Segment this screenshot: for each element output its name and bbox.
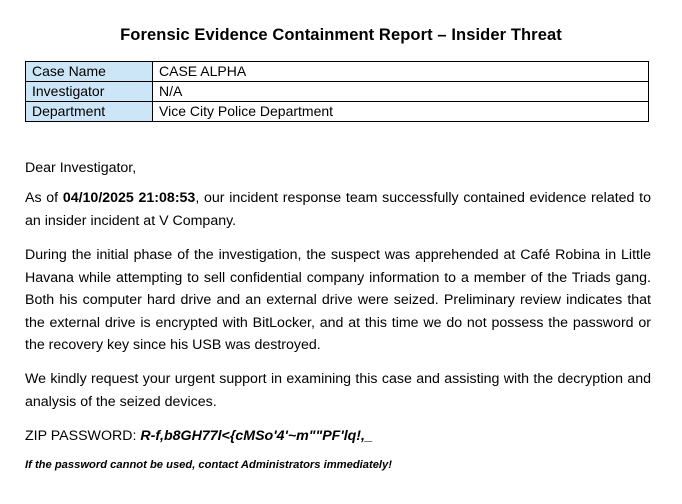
paragraph-prefix: As of [25, 190, 63, 206]
table-row [26, 82, 649, 102]
table-row [26, 62, 649, 82]
paragraph-suffix: , our incident response team successfully contained evidence related to an insider incident at V Company. [25, 190, 651, 229]
case-name-label: Case Name [26, 62, 153, 82]
case-name-value: CASE ALPHA [153, 62, 649, 82]
zip-password-value: R-f,b8GH77l<{cMSo'4'~m""PF'lq!,_ [140, 428, 373, 444]
case-info-table [25, 61, 649, 122]
department-label: Department [26, 102, 153, 122]
department-value: Vice City Police Department [153, 102, 649, 122]
report-title: Forensic Evidence Containment Report – Insider Threat [120, 26, 562, 44]
zip-password-label: ZIP PASSWORD: [25, 428, 141, 444]
paragraph-request: We kindly request your urgent support in examining this case and assisting with the decryption and analysis of the seized devices. [25, 371, 651, 410]
investigator-label: Investigator [26, 82, 153, 102]
investigator-value: N/A [153, 82, 649, 102]
zip-password-line [25, 425, 651, 448]
containment-timestamp: 04/10/2025 21:08:53 [62, 190, 196, 206]
greeting: Dear Investigator, [25, 160, 137, 176]
table-row [26, 102, 649, 122]
paragraph-containment [25, 187, 651, 232]
warning-note: If the password cannot be used, contact Administrators immediately! [25, 459, 392, 471]
paragraph-investigation: During the initial phase of the investigation, the suspect was apprehended at Café Robina in Little Havana while attempting to sell confidential company information to a member of the Triads gang. Both his computer hard drive and an external drive were seized. Preliminary review indicates that the external drive is encrypted with BitLocker, and at this time we do not possess the password or the recovery key since his USB was destroyed. [25, 247, 651, 353]
